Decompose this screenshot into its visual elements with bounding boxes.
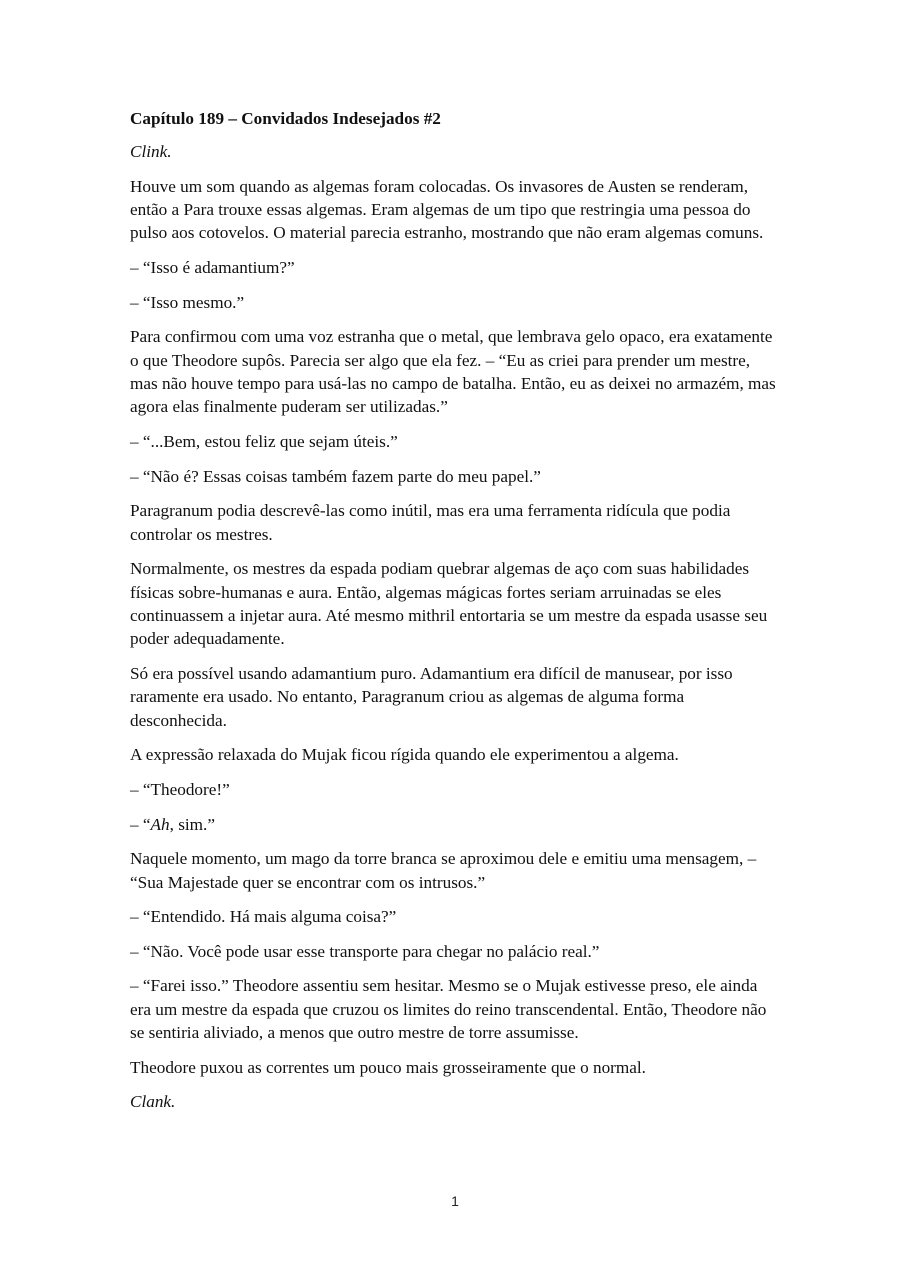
dialogue-prefix: – “ (130, 814, 151, 834)
dialogue-line: – “Isso é adamantium?” (130, 258, 295, 277)
chapter-title: Capítulo 189 – Convidados Indesejados #2 (130, 109, 441, 128)
paragraph: Paragranum podia descrevê-las como inútil, mas era uma ferramenta ridícula que podia controlar os mestres. (130, 501, 731, 544)
paragraph: Houve um som quando as algemas foram colocadas. Os invasores de Austen se renderam, então a Para trouxe essas algemas. Eram algemas de um tipo que restringia uma pessoa do pulso aos cotovelos. O material parecia estranho, mostrando que não eram algemas comuns. (130, 176, 764, 243)
paragraph: Só era possível usando adamantium puro. Adamantium era difícil de manusear, por isso raramente era usado. No entanto, Paragranum criou as algemas de alguma forma desconhecida. (130, 664, 733, 730)
paragraph: – “Farei isso.” Theodore assentiu sem hesitar. Mesmo se o Mujak estivesse preso, ele ainda era um mestre da espada que cruzou os limites do reino transcendental. Então, Theodore não se sentiria aliviado, a menos que outro mestre de torre assumisse. (130, 976, 767, 1043)
paragraph: Para confirmou com uma voz estranha que o metal, que lembrava gelo opaco, era exatamente o que Theodore supôs. Parecia ser algo que ela fez. – “Eu as criei para prender um mestre, mas não houve tempo para usá-las no campo de batalha. Então, eu as deixei no armazém, mas agora elas finalmente puderam ser utilizadas.” (130, 327, 776, 417)
paragraph: Normalmente, os mestres da espada podiam quebrar algemas de aço com suas habilidades físicas sobre-humanas e aura. Então, algemas mágicas fortes seriam arruinadas se eles continuassem a injetar aura. Até mesmo mithril entortaria se um mestre da espada usasse seu poder adequadamente. (130, 559, 768, 649)
dialogue-line-ah (130, 813, 780, 836)
dialogue-line: – “Não. Você pode usar esse transporte para chegar no palácio real.” (130, 941, 600, 961)
paragraph: A expressão relaxada do Mujak ficou rígida quando ele experimentou a algema. (130, 745, 679, 765)
dialogue-emphasis: Ah (150, 814, 170, 834)
dialogue-line: – “Não é? Essas coisas também fazem parte do meu papel.” (130, 466, 541, 486)
paragraph: Theodore puxou as correntes um pouco mais grosseiramente que o normal. (130, 1057, 646, 1077)
paragraph-clank: Clank. (130, 1092, 176, 1112)
paragraph-clink: Clink. (130, 142, 172, 161)
dialogue-line: – “Isso mesmo.” (130, 292, 245, 312)
dialogue-suffix: , sim.” (169, 814, 215, 834)
page-number: 1 (451, 1193, 459, 1209)
document-page (130, 107, 780, 1125)
dialogue-line: – “Entendido. Há mais alguma coisa?” (130, 907, 397, 927)
dialogue-line: – “...Bem, estou feliz que sejam úteis.” (130, 432, 398, 451)
paragraph: Naquele momento, um mago da torre branca se aproximou dele e emitiu uma mensagem, – “Sua Majestade quer se encontrar com os intrusos.” (130, 849, 757, 892)
dialogue-line: – “Theodore!” (130, 780, 230, 799)
